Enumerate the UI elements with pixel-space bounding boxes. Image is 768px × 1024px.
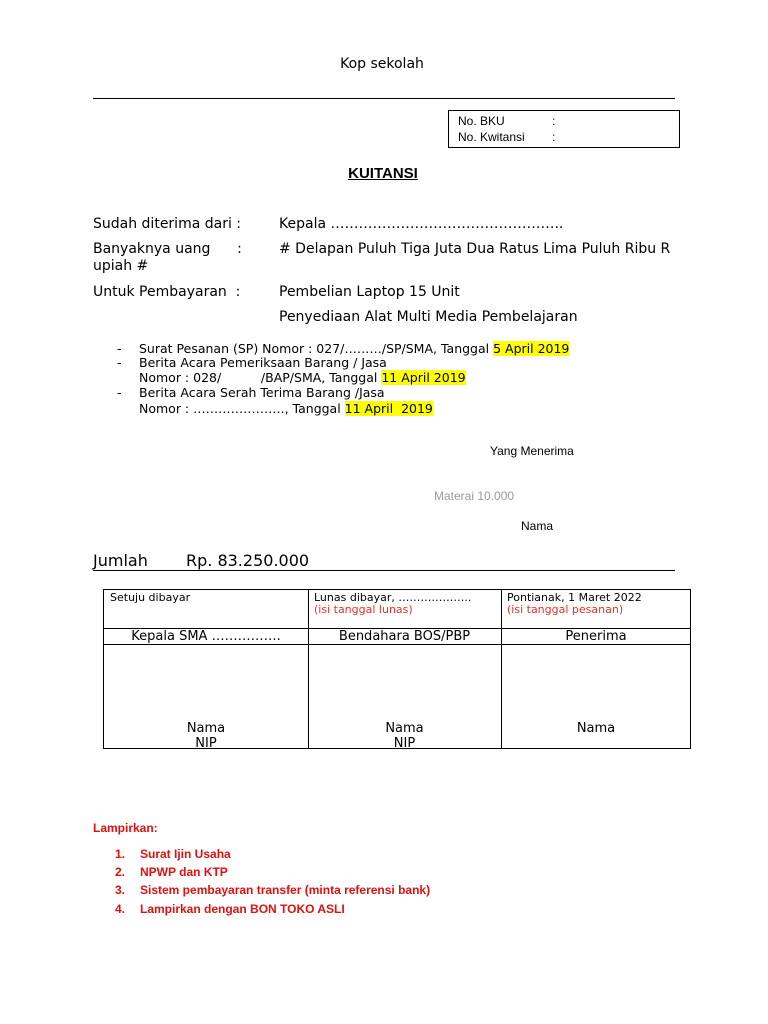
attachment-item: [115, 865, 228, 879]
receiver-label: Yang Menerima: [490, 444, 574, 458]
total-underline: [93, 570, 675, 571]
approve-header: Setuju dibayar: [110, 591, 191, 604]
attachments-label: Lampirkan:: [93, 821, 158, 835]
kwitansi-label: No. Kwitansi: [458, 130, 525, 144]
bast-date: 11 April 2019: [344, 401, 433, 416]
received-from-label: Sudah diterima dari :: [93, 216, 242, 232]
bast-reference: [139, 401, 433, 416]
principal-nip: NIP: [195, 736, 217, 751]
amount-label-line1: Banyaknya uang :: [93, 241, 242, 257]
treasurer-role: Bendahara BOS/PBP: [338, 629, 471, 644]
attachment-item: [115, 902, 345, 916]
payment-label: Untuk Pembayaran :: [93, 284, 241, 300]
attachment-text: Sistem pembayaran transfer (minta referensi bank): [140, 883, 431, 897]
bap-date: 11 April 2019: [381, 370, 466, 385]
paid-date-note: (isi tanggal lunas): [314, 603, 413, 616]
total-label: Jumlah: [93, 551, 148, 570]
attachment-text: Lampirkan dengan BON TOKO ASLI: [140, 902, 345, 916]
list-dash: -: [117, 355, 122, 370]
bku-label: No. BKU: [458, 114, 505, 128]
approval-table: [103, 589, 691, 749]
principal-role: Kepala SMA …………….: [131, 629, 281, 644]
attachment-item: [115, 847, 231, 861]
amount-label-line2: upiah #: [93, 258, 149, 274]
bap-text: Nomor : 028/ /BAP/SMA, Tanggal: [139, 370, 382, 385]
received-from-value: Kepala …………………………………………..: [279, 216, 564, 232]
attachment-item: [115, 883, 430, 897]
list-dash: -: [117, 341, 122, 356]
treasurer-name: Nama: [385, 721, 424, 736]
treasurer-nip: NIP: [393, 736, 416, 751]
attachment-text: Surat Ijin Usaha: [140, 847, 231, 861]
attachment-num: 3.: [115, 883, 126, 897]
stamp-duty-placeholder: Materai 10.000: [434, 489, 515, 503]
bast-title: Berita Acara Serah Terima Barang /Jasa: [139, 385, 385, 400]
attachment-text: NPWP dan KTP: [140, 865, 228, 879]
list-dash: -: [117, 385, 122, 400]
payment-value-1: Pembelian Laptop 15 Unit: [279, 284, 460, 300]
receiver-name: Nama: [521, 519, 554, 533]
receiver-role: Penerima: [565, 629, 627, 644]
bap-title: Berita Acara Pemeriksaan Barang / Jasa: [139, 355, 387, 370]
amount-in-words: # Delapan Puluh Tiga Juta Dua Ratus Lima Puluh Ribu R: [279, 241, 671, 257]
attachment-num: 1.: [115, 847, 126, 861]
attachment-num: 2.: [115, 865, 126, 879]
total-amount: Rp. 83.250.000: [186, 551, 310, 570]
bast-text: Nomor : …………………., Tanggal: [139, 401, 345, 416]
letterhead-divider: [93, 98, 675, 99]
kwitansi-colon: :: [552, 130, 556, 144]
bku-box: [448, 110, 680, 148]
attachment-num: 4.: [115, 902, 126, 916]
place-date-header: Pontianak, 1 Maret 2022: [507, 591, 642, 604]
sp-reference: [139, 341, 569, 356]
bku-row: [458, 114, 555, 128]
paid-header: Lunas dibayar, ………………..: [314, 591, 472, 604]
document-title: KUITANSI: [348, 165, 418, 182]
sp-text: Surat Pesanan (SP) Nomor : 027/………/SP/SMA, Tanggal: [139, 341, 494, 356]
school-letterhead: Kop sekolah: [340, 56, 424, 72]
bku-colon: :: [552, 114, 556, 128]
payment-value-2: Penyediaan Alat Multi Media Pembelajaran: [279, 309, 578, 325]
order-date-note: (isi tanggal pesanan): [507, 603, 624, 616]
bap-reference: [139, 370, 466, 385]
principal-name: Nama: [186, 721, 226, 736]
kwitansi-row: [458, 130, 555, 144]
sp-date: 5 April 2019: [493, 341, 570, 356]
receiver-table-name: Nama: [576, 721, 616, 736]
table-divider: [104, 644, 690, 645]
